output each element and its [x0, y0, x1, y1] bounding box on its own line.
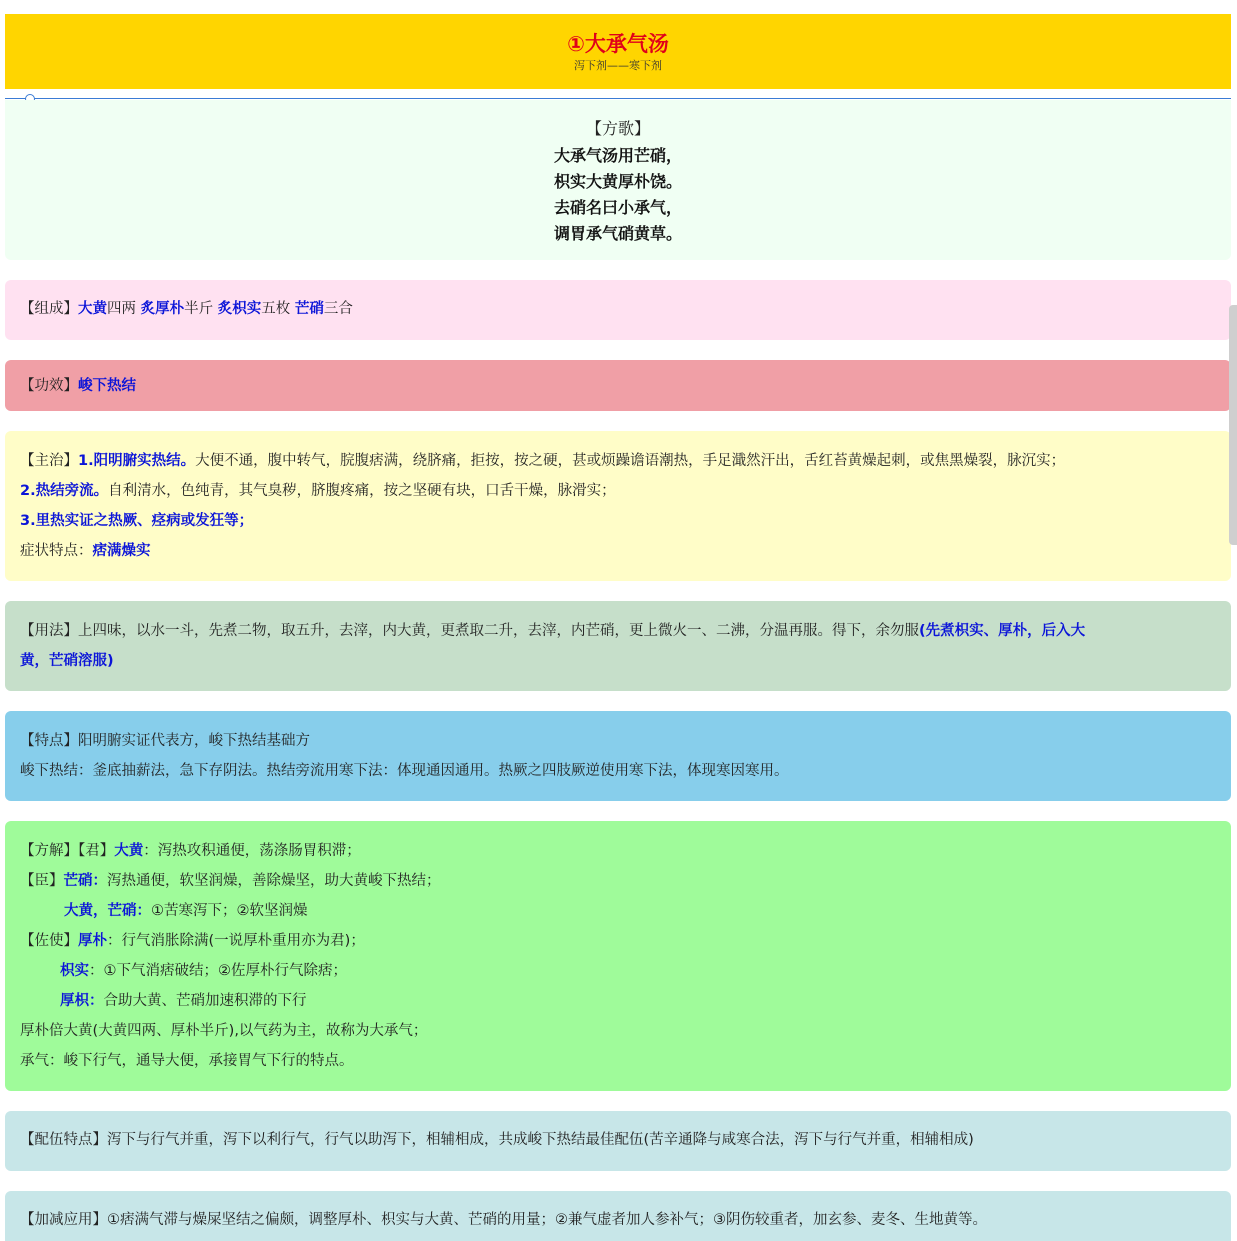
- role-label: 【君】: [78, 843, 115, 859]
- analysis-text: 泻热通便，软坚润燥，善除燥坚，助大黄峻下热结；: [107, 873, 441, 889]
- analysis-text: 合助大黄、芒硝加速积滞的下行: [103, 993, 307, 1009]
- herb-dose: 半斤: [184, 301, 218, 317]
- formula-song-line: 大承气汤用芒硝，: [553, 146, 682, 165]
- indications-label: 【主治】: [20, 453, 78, 469]
- herb-name: 大黄，芒硝：: [64, 903, 151, 919]
- modification-label: 【加减应用】: [20, 1212, 107, 1228]
- efficacy-value: 峻下热结: [78, 378, 136, 394]
- analysis-label: 【方解】: [20, 843, 78, 859]
- indication-line: [20, 506, 1216, 536]
- modification-card: [5, 1191, 1231, 1241]
- analysis-line: [60, 956, 1216, 986]
- formula-song-line: 去硝名曰小承气，: [553, 198, 682, 217]
- formula-song-heading: 【方歌】: [585, 119, 650, 138]
- herb-name: 芒硝：: [63, 873, 107, 889]
- analysis-text: ①苦寒泻下；②软坚润燥: [151, 903, 308, 919]
- indication-line: [20, 476, 1216, 506]
- herb-dose: 四两: [107, 301, 141, 317]
- herb-name: 炙枳实: [217, 301, 262, 317]
- herb-name: 大黄: [78, 301, 107, 317]
- efficacy-row: [20, 371, 1216, 401]
- usage-line: [20, 646, 1216, 676]
- herb-name: 芒硝: [294, 301, 324, 317]
- analysis-card: [5, 821, 1231, 1091]
- compatibility-text: 泻下与行气并重，泻下以利行气，行气以助泻下，相辅相成，共成峻下热结最佳配伍(苦辛通降与咸寒合法，泻下与行气并重，相辅相成): [107, 1132, 974, 1148]
- compatibility-line: [20, 1125, 1216, 1155]
- formula-song-line: 调胃承气硝黄草。: [553, 224, 682, 243]
- usage-label: 【用法】: [20, 623, 78, 639]
- efficacy-label: 【功效】: [20, 378, 78, 394]
- composition-card: [5, 280, 1231, 340]
- indications-card: [5, 431, 1231, 581]
- efficacy-card: [5, 360, 1231, 411]
- features-card: [5, 711, 1231, 801]
- indication-text: 自利清水，色纯青，其气臭秽，脐腹疼痛，按之坚硬有块，口舌干燥，脉滑实；: [108, 483, 616, 499]
- herb-name: 厚朴: [78, 933, 107, 949]
- indication-title: 1.阳明腑实热结。: [78, 453, 196, 469]
- composition-label: 【组成】: [20, 301, 78, 317]
- analysis-text: ：行气消胀除满(一说厚朴重用亦为君)；: [107, 933, 365, 949]
- analysis-line: [64, 896, 1216, 926]
- analysis-line: [20, 836, 1216, 866]
- indication-title: 3.里热实证之热厥、痉病或发狂等；: [20, 513, 254, 529]
- usage-note: (先煮枳实、厚朴，后入大: [919, 623, 1086, 639]
- analysis-text: ：①下气消痞破结；②佐厚朴行气除痞；: [89, 963, 347, 979]
- compatibility-label: 【配伍特点】: [20, 1132, 107, 1148]
- indication-text: 大便不通，腹中转气，脘腹痞满，绕脐痛，拒按，按之硬，甚或烦躁谵语潮热，手足濈然汗出，舌红苔黄燥起刺，或焦黑燥裂，脉沉实；: [195, 453, 1066, 469]
- analysis-line: 承气：峻下行气，通导大便，承接胃气下行的特点。: [20, 1053, 354, 1069]
- analysis-line: [60, 986, 1216, 1016]
- features-line: [20, 726, 1216, 756]
- side-scroll-tab[interactable]: [1229, 305, 1237, 545]
- herb-name: 厚枳：: [60, 993, 104, 1009]
- modification-text: ①痞满气滞与燥屎坚结之偏颇，调整厚朴、枳实与大黄、芒硝的用量；②兼气虚者加人参补气；③阴伤较重者，加玄参、麦冬、生地黄等。: [107, 1212, 987, 1228]
- indication-line: [20, 446, 1216, 476]
- compatibility-card: [5, 1111, 1231, 1171]
- features-text: 阳明腑实证代表方，峻下热结基础方: [78, 733, 310, 749]
- herb-name: 炙厚朴: [140, 301, 185, 317]
- usage-text: 上四味，以水一斗，先煮二物，取五升，去滓，内大黄，更煮取二升，去滓，内芒硝，更上微火一、二沸，分温再服。得下，余勿服: [78, 623, 919, 639]
- usage-card: [5, 601, 1231, 691]
- analysis-line: [20, 866, 1216, 896]
- composition-row: [20, 294, 1216, 324]
- modification-line: [20, 1205, 1216, 1235]
- formula-song-section: [5, 100, 1231, 260]
- role-label: 【佐使】: [20, 933, 78, 949]
- symptom-features-line: [20, 536, 1216, 566]
- usage-note: 黄，芒硝溶服): [20, 653, 114, 669]
- herb-name: 大黄: [114, 843, 144, 859]
- divider-line: [5, 98, 1231, 99]
- herb-dose: 五枚: [261, 301, 295, 317]
- analysis-text: ：泻热攻积通便，荡涤肠胃积滞；: [143, 843, 361, 859]
- formula-song-line: 枳实大黄厚朴饶。: [553, 172, 682, 191]
- indication-title: 2.热结旁流。: [20, 483, 109, 499]
- herb-name: 枳实: [60, 963, 89, 979]
- page-subtitle: 泻下剂——寒下剂: [574, 59, 662, 72]
- analysis-line: [20, 926, 1216, 956]
- herb-dose: 三合: [323, 301, 353, 317]
- role-label: 【臣】: [20, 873, 64, 889]
- symptom-features-value: 痞满燥实: [92, 543, 151, 559]
- features-label: 【特点】: [20, 733, 78, 749]
- symptom-features-label: 症状特点：: [20, 543, 93, 559]
- usage-line: [20, 616, 1216, 646]
- features-line: 峻下热结：釜底抽薪法，急下存阴法。热结旁流用寒下法：体现通因通用。热厥之四肢厥逆使用寒下法，体现寒因寒用。: [20, 763, 789, 779]
- page-header: [5, 14, 1231, 89]
- analysis-line: 厚朴倍大黄(大黄四两、厚朴半斤),以气药为主，故称为大承气；: [20, 1023, 428, 1039]
- page-title: ①大承气汤: [567, 32, 669, 56]
